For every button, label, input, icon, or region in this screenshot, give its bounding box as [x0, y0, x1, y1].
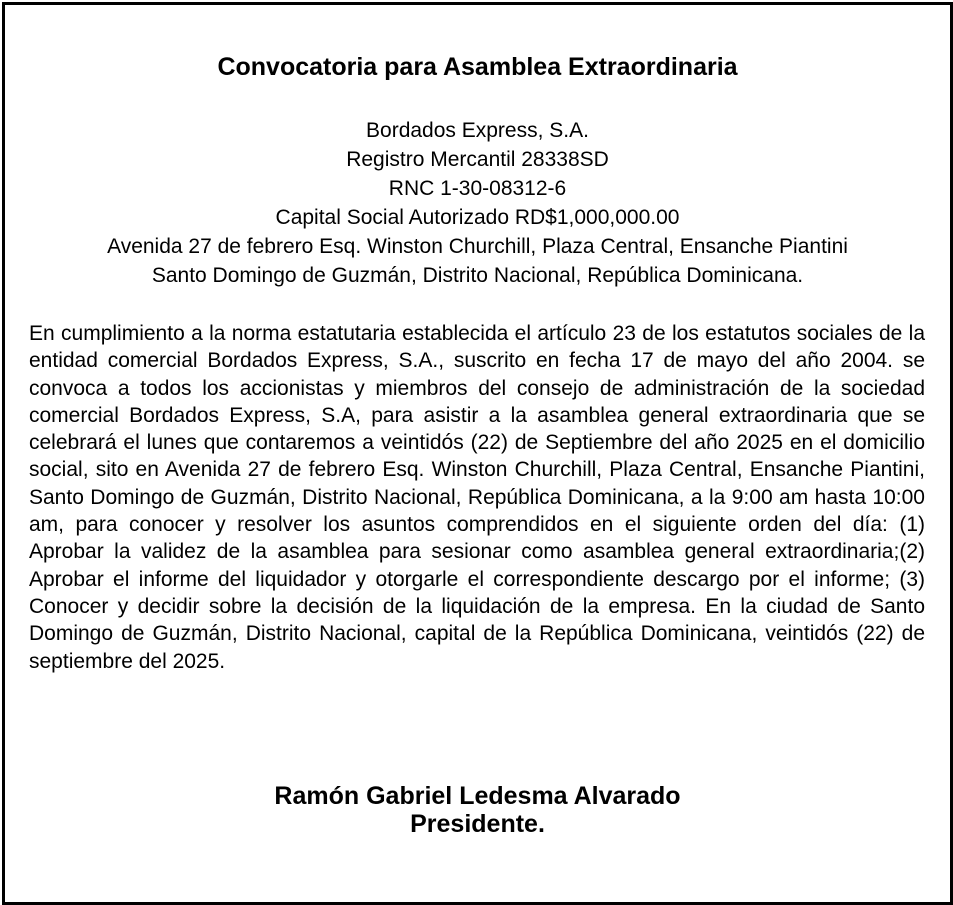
- company-registry: Registro Mercantil 28338SD: [346, 148, 609, 171]
- company-capital: Capital Social Autorizado RD$1,000,000.00: [275, 206, 680, 229]
- company-rnc: RNC 1-30-08312-6: [388, 177, 567, 200]
- signature-block: [5, 782, 950, 838]
- notice-title: Convocatoria para Asamblea Extraordinaria: [217, 53, 738, 81]
- notice-body-paragraph: En cumplimiento a la norma estatutaria establecida el artículo 23 de los estatutos sociales de la entidad comercial Bordados Express, S.A., suscrito en fecha 17 de mayo del año 2004. se convoca a todos los accionistas y miembros del consejo de administración de la sociedad comercial Bordados Express, S.A, para asistir a la asamblea general extraordinaria que se celebrará el lunes que contaremos a veintidós (22) de Septiembre del año 2025 en el domicilio social, sito en Avenida 27 de febrero Esq. Winston Churchill, Plaza Central, Ensanche Piantini, Santo Domingo de Guzmán, Distrito Nacional, República Dominicana, a la 9:00 am hasta 10:00 am, para conocer y resolver los asuntos comprendidos en el siguiente orden del día: (1) Aprobar la validez de la asamblea para sesionar como asamblea general extraordinaria;(2) Aprobar el informe del liquidador y otorgarle el correspondiente descargo por el informe; (3) Conocer y decidir sobre la decisión de la liquidación de la empresa. En la ciudad de Santo Domingo de Guzmán, Distrito Nacional, capital de la República Dominicana, veintidós (22) de septiembre del 2025.: [29, 322, 925, 673]
- company-address-line-1: Avenida 27 de febrero Esq. Winston Churchill, Plaza Central, Ensanche Piantini: [107, 235, 848, 258]
- company-name: Bordados Express, S.A.: [366, 119, 589, 142]
- company-info-block: [5, 116, 950, 290]
- notice-frame: [2, 2, 953, 905]
- signatory-name: Ramón Gabriel Ledesma Alvarado: [274, 782, 681, 810]
- signatory-role: Presidente.: [410, 810, 545, 838]
- company-address-line-2: Santo Domingo de Guzmán, Distrito Nacional, República Dominicana.: [151, 264, 804, 287]
